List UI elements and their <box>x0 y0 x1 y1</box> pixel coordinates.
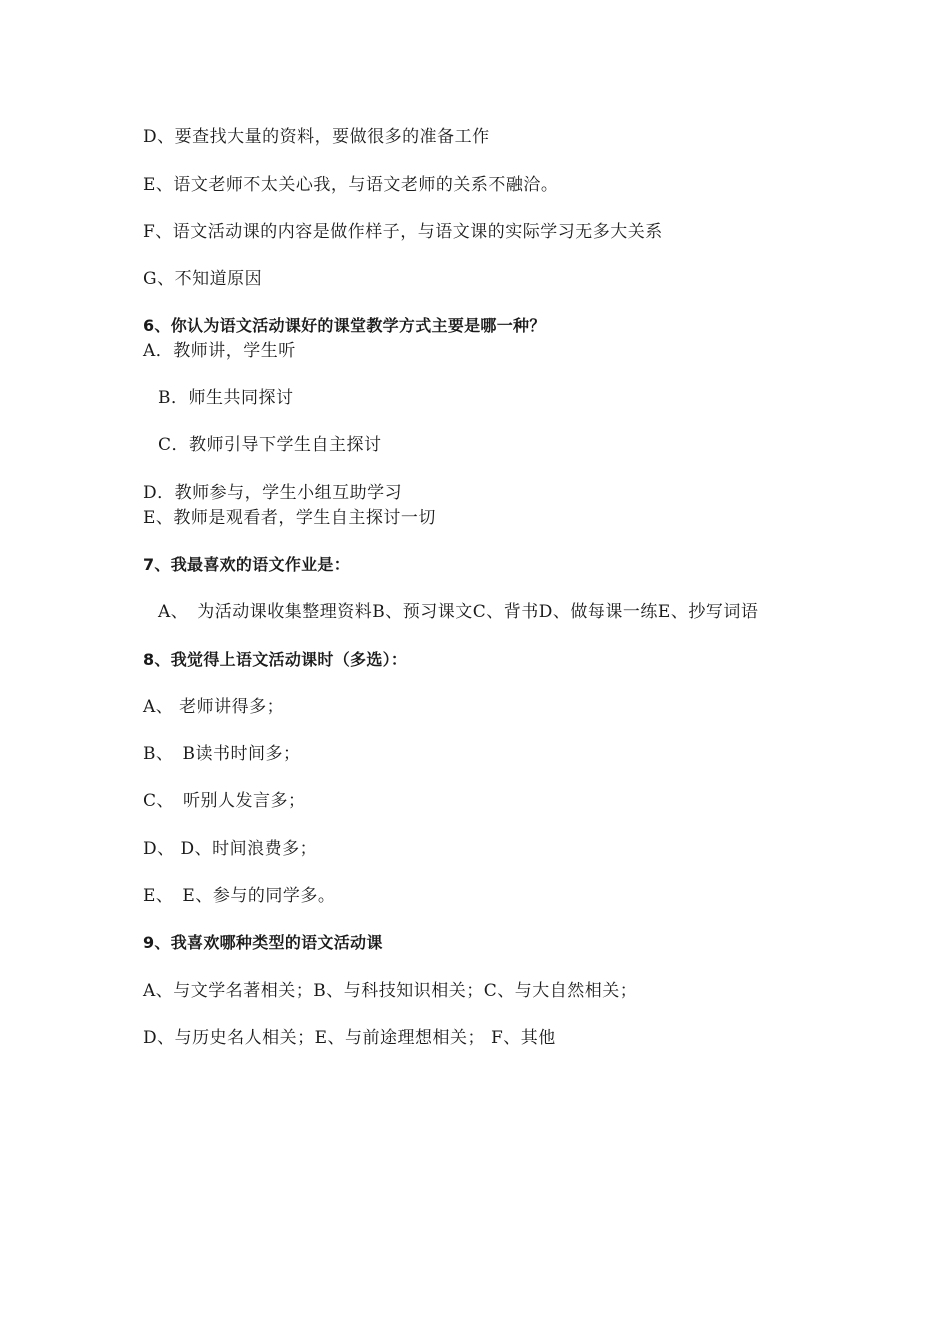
q7-title: 7、我最喜欢的语文作业是： <box>143 555 351 574</box>
q6-option-c: C．教师引导下学生自主探讨 <box>158 435 382 455</box>
q8-option-c: C、 听别人发言多； <box>143 791 306 811</box>
q6-option-e: E、教师是观看者，学生自主探讨一切 <box>143 508 436 528</box>
q5-option-d: D、要查找大量的资料，要做很多的准备工作 <box>143 127 490 147</box>
q6-title: 6、你认为语文活动课好的课堂教学方式主要是哪一种？ <box>143 316 546 335</box>
q9-title: 9、我喜欢哪种类型的语文活动课 <box>143 933 383 952</box>
q9-options-line-1: A、与文学名著相关；B、与科技知识相关；C、与大自然相关； <box>143 981 638 1001</box>
q8-title: 8、我觉得上语文活动课时（多选）： <box>143 650 408 669</box>
q8-option-b: B、 B读书时间多； <box>143 744 301 764</box>
q9-options-line-2: D、与历史名人相关；E、与前途理想相关； F、其他 <box>143 1028 556 1048</box>
q6-option-d: D．教师参与，学生小组互助学习 <box>143 483 403 503</box>
q5-option-e: E、语文老师不太关心我，与语文老师的关系不融洽。 <box>143 175 559 195</box>
q8-option-a: A、 老师讲得多； <box>143 697 285 717</box>
q6-option-b: B．师生共同探讨 <box>158 388 294 408</box>
q8-option-d: D、 D、时间浪费多； <box>143 839 318 859</box>
q8-option-e: E、 E、参与的同学多。 <box>143 886 336 906</box>
q5-option-g: G、不知道原因 <box>143 269 263 289</box>
q6-option-a: A．教师讲，学生听 <box>143 341 296 361</box>
q7-options: A、 为活动课收集整理资料B、预习课文C、背书D、做每课一练E、抄写词语 <box>158 602 759 622</box>
q5-option-f: F、语文活动课的内容是做作样子，与语文课的实际学习无多大关系 <box>143 222 663 242</box>
